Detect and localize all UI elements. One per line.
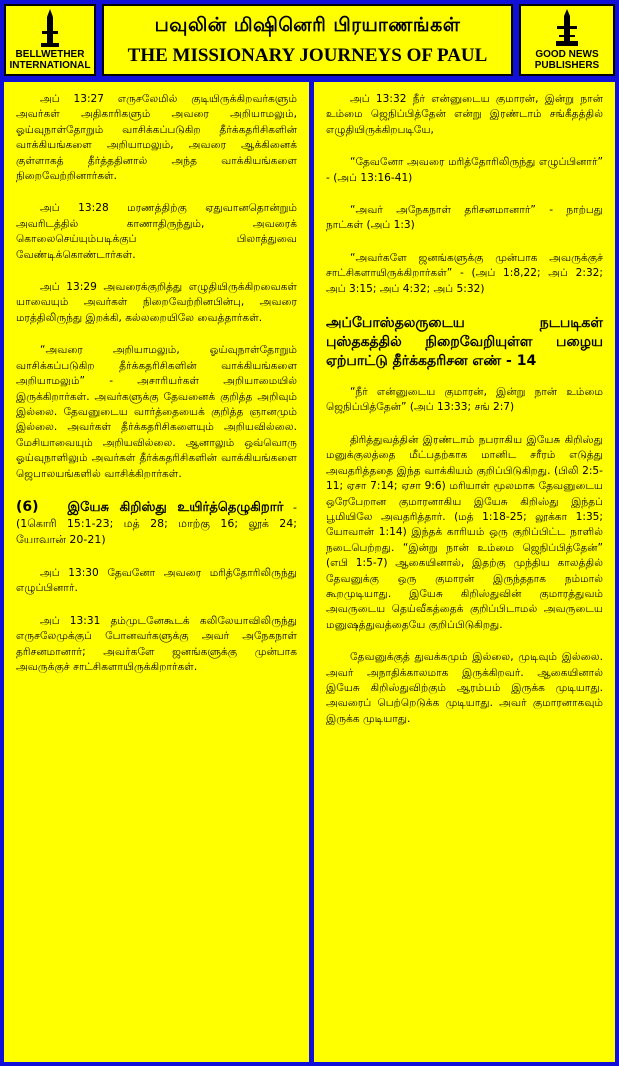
title-english: THE MISSIONARY JOURNEYS OF PAUL — [127, 44, 488, 66]
paragraph-commentary: “அவரை அறியாமலும், ஓய்வுநாள்தோறும் வாசிக்கப்படுகிற தீர்க்கதரிசிகளின் வாக்கியங்களை அறியாமலும்” - அசாரியர்கள் அறியாமையில் இருக்கிறார்கள். அவர்களுக்கு தேவனைக் குறித்த அறிவும் இல்லை. தேவனுடைய வார்த்தையைக் குறித்த ஞானமும் இல்லை. அவர்கள் தீர்க்கதரிசிகளையும் அறியவில்லை. மேசியாவையும் அறியவில்லை. ஆனாலும் ஒவ்வொரு ஓய்வுநாளிலும் அவர்கள் தீர்க்கதரிசிகளின் வாக்கியங்களை ஜெபாலயங்களில் வாசிக்கிறார்கள். — [16, 344, 297, 480]
paragraph-acts-13-28: அப் 13:28 மரணத்திற்கு ஏதுவானதொன்றும் அவரிடத்தில் காணாதிருந்தும், அவரைக் கொலைசெய்யும்படிக்குப் பிலாத்துவை வேண்டிக்கொண்டார்கள். — [16, 202, 297, 261]
paragraph-acts-13-27: அப் 13:27 எருசலேமில் குடியிருக்கிறவர்களும் அவர்கள் அதிகாரிகளும் அவரை அறியாமலும், ஓய்வுநாள்தோறும் வாசிக்கப்படுகிற தீர்க்கதரிசிகளின் வாக்கியங்களை அறியாமலும், அவரை ஆக்கினைக் குள்ளாகத் தீர்த்ததினால் அந்த வாக்கியங்களை நிறைவேற்றினார்கள். — [16, 93, 297, 183]
section-title: இயேசு கிறிஸ்து உயிர்த்தெழுகிறார் — [67, 499, 284, 515]
tower-icon — [39, 9, 61, 47]
paragraph-trinity: திரித்துவத்தின் இரண்டாம் நபராகிய இயேசு கிறிஸ்து மனுக்குலத்தை மீட்பதற்காக மானிட சரீரம் எடுத்து அவதரித்ததை இந்த வாக்கியம் குறிப்பிடுகிறது. (பிலி 2:5-11; ஏசா 7:14; ஏசா 9:6) மரியாள் மூலமாக தேவனுடைய ஒரேபேறான குமாரனாகிய இயேசு கிறிஸ்து இந்தப் பூமியிலே அவதரித்தார். (மத் 1:18-25; லூக்கா 1:35; யோவான் 1:14) இந்தக் காரியம் ஒரு குறிப்பிட்ட நாளில் நடைபெற்றது. “இன்று நான் உம்மை ஜெநிப்பித்தேன்” (எபி 1:5-7) ஆகையினால், இதற்கு முந்திய காலத்தில் தேவனுக்கு ஒரு குமாரன் இருந்ததாக நம்மால் கூறமுடியாது. இயேசு கிறிஸ்துவின் குமாரத்துவம் அவருடைய தெய்வீகத்தைக் குறிப்பிடாமல் அவருடைய மனுஷத்துவத்தையே குறிப்பிடுகிறது. — [326, 433, 603, 631]
bellwether-logo — [4, 4, 96, 76]
paragraph-acts-13-31: அப் 13:31 தம்முடனேகூடக் கலிலேயாவிலிருந்து எருசலேமுக்குப் போனவர்களுக்கு அவர் அநேகநாள் தரிசனமானார்; அவர்களே ஜனங்களுக்கு முன்பாக அவருக்குச் சாட்சிகளாயிருக்கிறார்கள். — [16, 614, 297, 673]
right-column — [314, 82, 615, 1062]
book-tower-icon — [555, 9, 579, 47]
section-refs: - (1கொரி 15:1-23; மத் 28; மாற்கு 16; லூக் 24; யோவான் 20-21) — [16, 500, 297, 546]
left-column — [4, 82, 309, 1062]
paragraph-eternal: தேவனுக்குத் துவக்கமும் இல்லை, முடிவும் இல்லை. அவர் அநாதிக்காலமாக இருக்கிறவர். ஆகையினால் இயேசு கிறிஸ்துவிற்கும் ஆரம்பம் இருக்க முடியாது. அவரைப் பெற்றெடுக்க முடியாது. அவர் குமாரனாகவும் இருக்க முடியாது. — [326, 651, 603, 725]
paragraph-witnesses: “அவர்களே ஜனங்களுக்கு முன்பாக அவருக்குச் சாட்சிகளாயிருக்கிறார்கள்” - (அப் 1:8,22; அப் 2:32; அப் 3:15; அப் 4:32; அப் 5:32) — [326, 251, 603, 295]
section-6-heading — [16, 499, 297, 548]
paragraph-acts-13-30: அப் 13:30 தேவனோ அவரை மரித்தோரிலிருந்து எழுப்பினார். — [16, 566, 297, 595]
paragraph-raised-quote: “தேவனோ அவரை மரித்தோரிலிருந்து எழுப்பினார்” - (அப் 13:16-41) — [326, 156, 603, 184]
bellwether-logo-line2: INTERNATIONAL — [9, 60, 91, 71]
paragraph-acts-13-32: அப் 13:32 நீர் என்னுடைய குமாரன், இன்று நான் உம்மை ஜெநிப்பித்தேன் என்று இரண்டாம் சங்கீதத்தில் எழுதியிருக்கிறபடியே, — [326, 93, 603, 136]
bellwether-logo-text — [10, 49, 91, 71]
title-tamil: பவுலின் மிஷினெரி பிரயாணங்கள் — [154, 13, 461, 36]
bellwether-logo-line1: BELLWETHER — [15, 49, 85, 60]
page-header — [102, 4, 513, 76]
good-news-logo-line1: GOOD NEWS — [535, 49, 599, 60]
good-news-logo-text — [535, 49, 599, 71]
paragraph-prophecy-quote: “நீர் என்னுடைய குமாரன், இன்று நான் உம்மை ஜெநிப்பித்தேன்” (அப் 13:33; சங் 2:7) — [326, 386, 603, 414]
good-news-logo-line2: PUBLISHERS — [534, 60, 600, 71]
paragraph-acts-13-29: அப் 13:29 அவரைக்குறித்து எழுதியிருக்கிறவைகள் யாவையும் அவர்கள் நிறைவேற்றினபின்பு, அவரை மரத்திலிருந்து இறக்கி, கல்லறையிலே வைத்தார்கள். — [16, 281, 297, 324]
good-news-logo — [519, 4, 615, 76]
prophecy-heading: அப்போஸ்தலருடைய நடபடிகள் புஸ்தகத்தில் நிறைவேறியுள்ள பழைய ஏற்பாட்டு தீர்க்கதரிசன எண் - 14 — [326, 315, 603, 370]
section-number: (6) — [16, 498, 39, 515]
paragraph-forty-days: “அவர் அநேகநாள் தரிசனமானார்” - நாற்பது நாட்கள் (அப் 1:3) — [326, 204, 603, 232]
